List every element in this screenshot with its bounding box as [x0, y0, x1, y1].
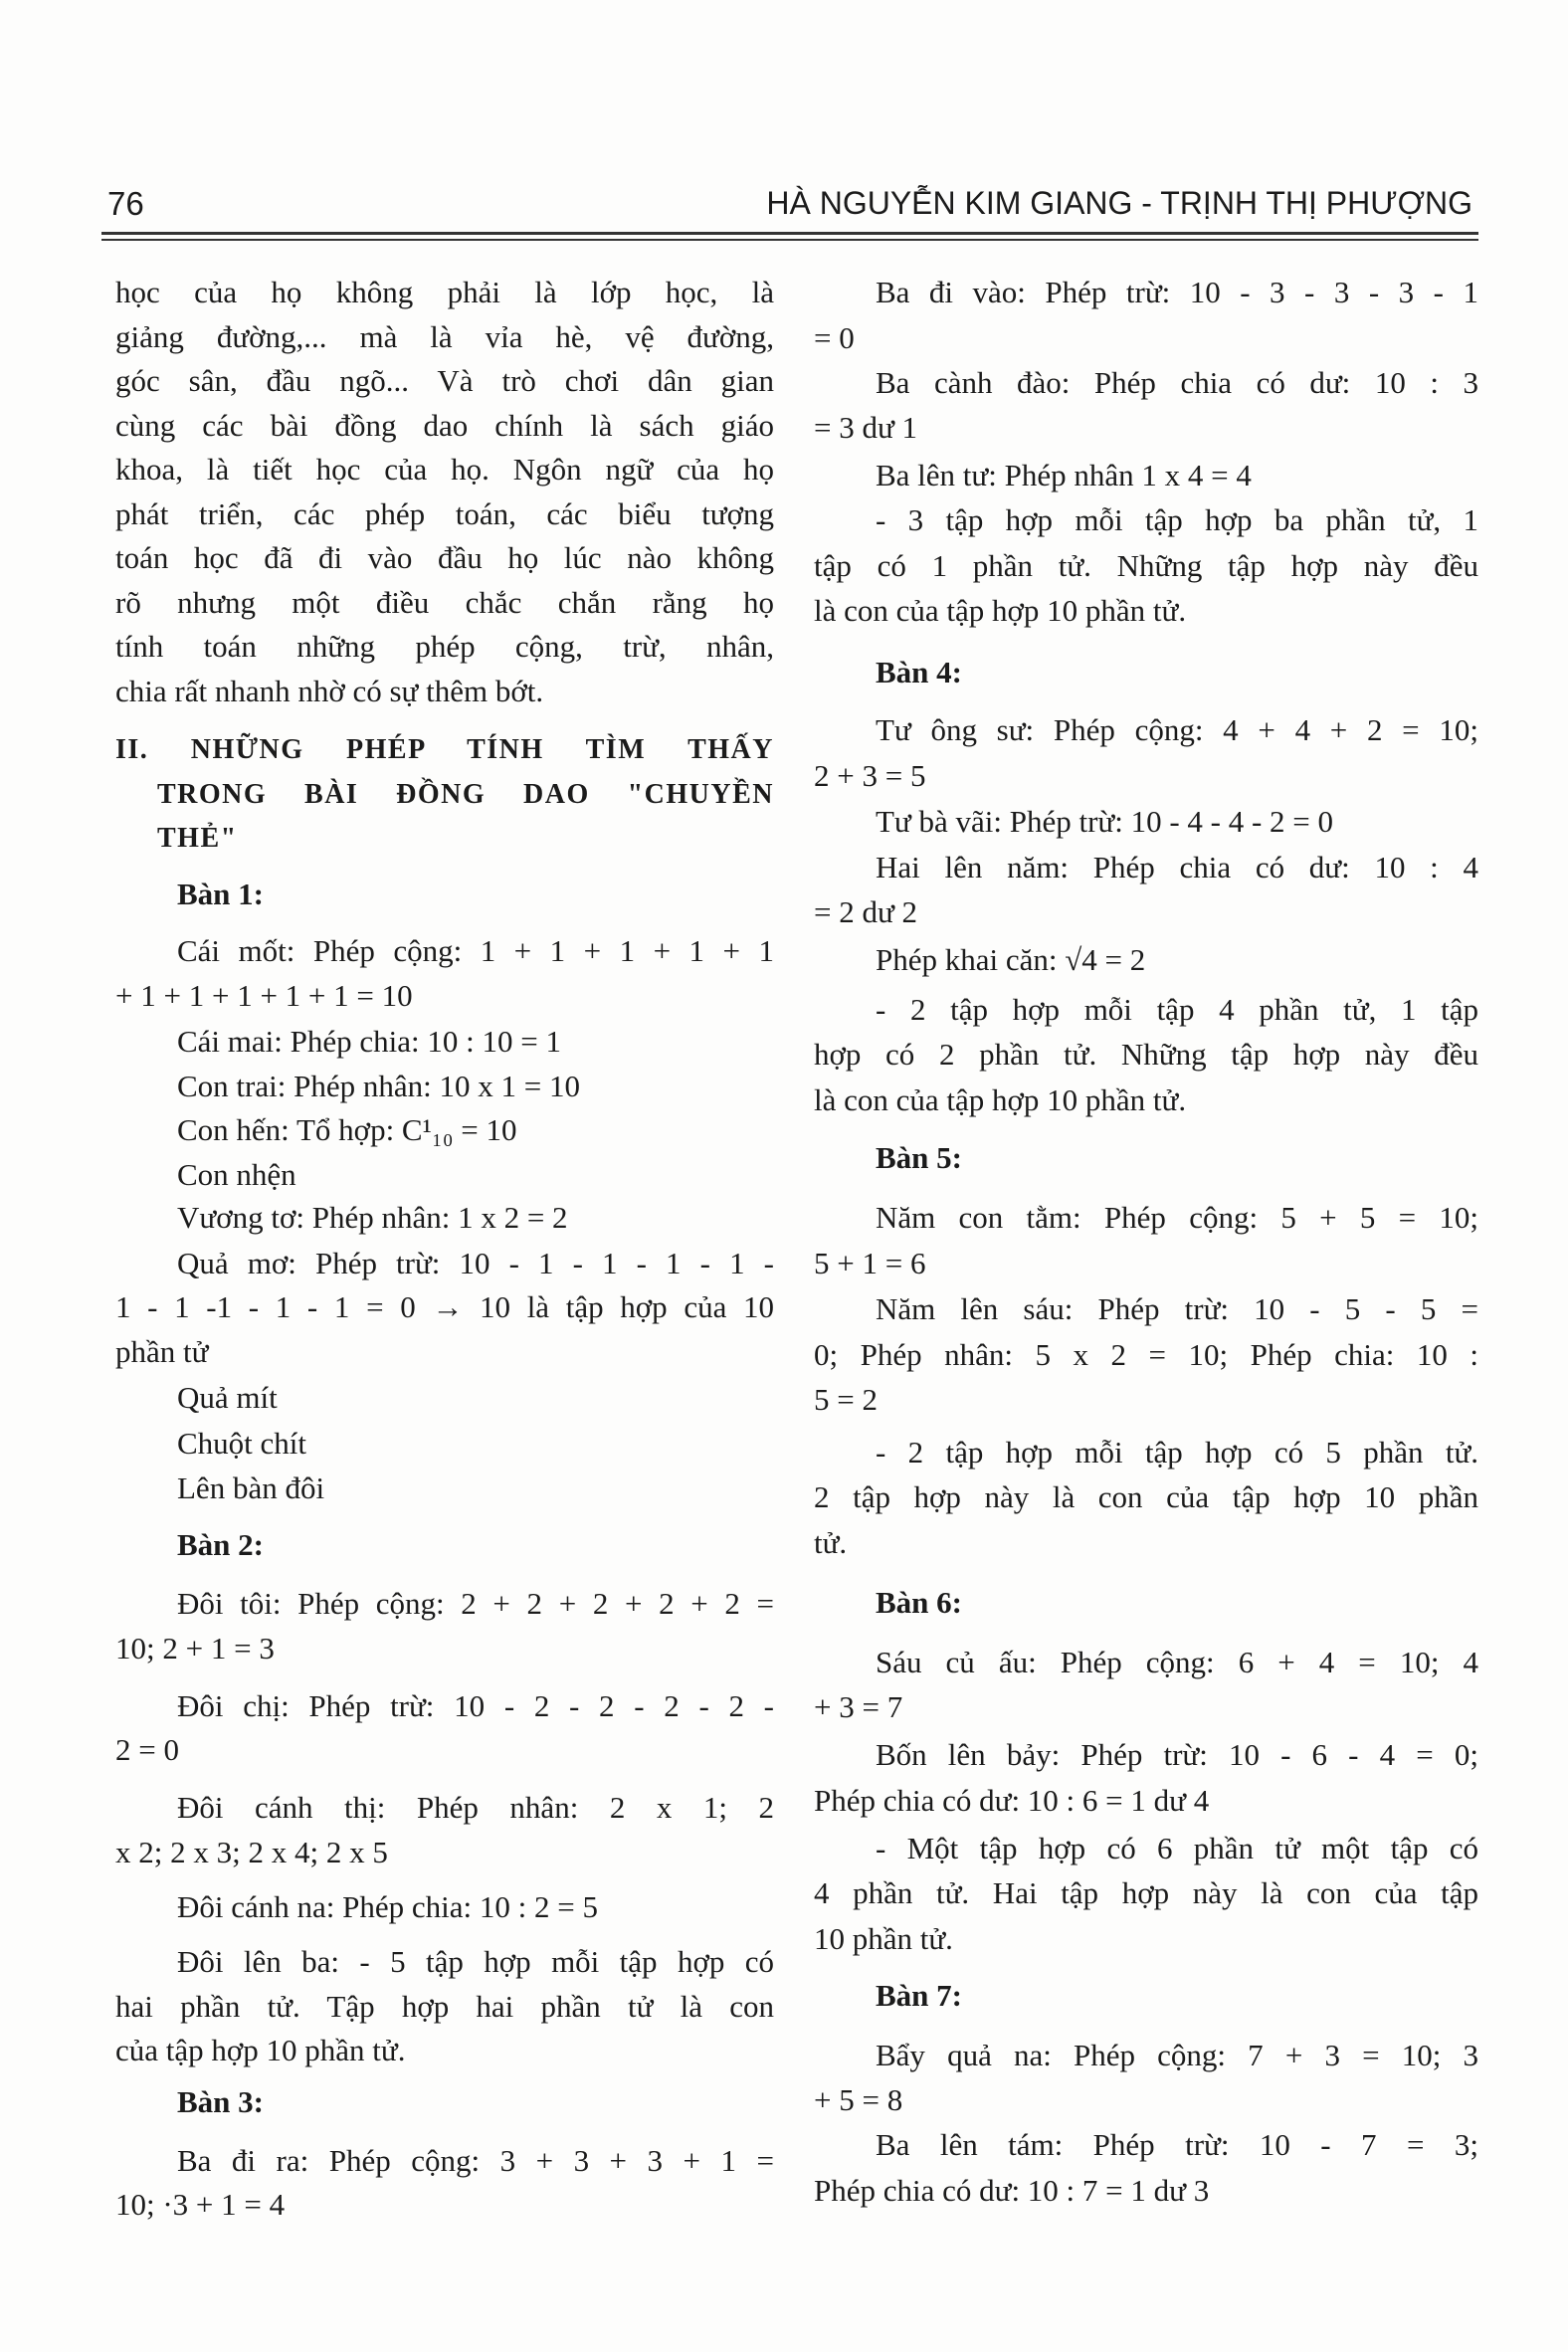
- text-line: Ba lên tư: Phép nhân 1 x 4 = 4: [876, 458, 1252, 493]
- text-line: 5 + 1 = 6: [814, 1245, 926, 1280]
- paragraph: [115, 1107, 774, 1152]
- text-line: 0; Phép nhân: 5 x 2 = 10; Phép chia: 10 :: [814, 1336, 1478, 1372]
- paragraph: [814, 1640, 1478, 1730]
- text-line: Bốn lên bảy: Phép trừ: 10 - 6 - 4 = 0;: [876, 1737, 1478, 1773]
- text-line: Năm lên sáu: Phép trừ: 10 - 5 - 5 =: [876, 1291, 1478, 1327]
- text-line: của tập hợp 10 phần tử.: [115, 2033, 406, 2068]
- text-line: 10; ·3 + 1 = 4: [115, 2187, 286, 2223]
- text-line: Tư ông sư: Phép cộng: 4 + 4 + 2 = 10;: [876, 712, 1478, 748]
- text-line: Con hến: Tổ hợp: C¹₁₀ = 10: [177, 1111, 517, 1147]
- section-subheading: [115, 2079, 774, 2124]
- paragraph: [115, 1785, 774, 1873]
- text-line: Quả mít: [177, 1380, 278, 1416]
- text-line: Phép chia có dư: 10 : 7 = 1 dư 3: [814, 2172, 1210, 2208]
- text-line: chia rất nhanh nhờ có sự thêm bớt.: [115, 673, 544, 708]
- text-line: + 5 = 8: [814, 2082, 903, 2118]
- text-line: 10 phần tử.: [814, 1920, 953, 1956]
- paragraph: [115, 1064, 774, 1108]
- paragraph: [115, 1581, 774, 1669]
- paragraph: [814, 987, 1478, 1123]
- paragraph: [814, 1732, 1478, 1823]
- text-line: + 1 + 1 + 1 + 1 + 1 = 10: [115, 977, 413, 1013]
- text-line: Đôi chị: Phép trừ: 10 - 2 - 2 - 2 - 2 -: [177, 1687, 774, 1723]
- subheading-text: Bàn 7:: [876, 1977, 962, 2013]
- paragraph: [814, 497, 1478, 634]
- text-line: là con của tập hợp 10 phần tử.: [814, 1081, 1187, 1117]
- text-line: tử.: [814, 1524, 848, 1560]
- text-line: Ba cành đào: Phép chia có dư: 10 : 3: [876, 364, 1478, 400]
- text-line: Cái mai: Phép chia: 10 : 10 = 1: [177, 1023, 561, 1059]
- paragraph: [814, 707, 1478, 798]
- paragraph: [814, 1430, 1478, 1566]
- text-line: Cái mốt: Phép cộng: 1 + 1 + 1 + 1 + 1: [177, 933, 774, 969]
- text-line: 5 = 2: [814, 1382, 878, 1418]
- text-line: TRONG BÀI ĐỒNG DAO "CHUYỀN: [157, 778, 774, 810]
- subheading-text: Bàn 4:: [876, 654, 962, 689]
- text-line: - Một tập hợp có 6 phần tử một tập có: [876, 1830, 1478, 1865]
- text-line: Phép khai căn: √4 = 2: [876, 942, 1146, 978]
- text-line: Đôi cánh thị: Phép nhân: 2 x 1; 2: [177, 1790, 774, 1826]
- text-line: Phép chia có dư: 10 : 6 = 1 dư 4: [814, 1782, 1210, 1818]
- text-line: hai phần tử. Tập hợp hai phần tử là con: [115, 1988, 774, 2024]
- text-line: - 3 tập hợp mỗi tập hợp ba phần tử, 1: [876, 502, 1478, 538]
- text-line: Lên bàn đôi: [177, 1470, 325, 1505]
- text-line: Ba đi ra: Phép cộng: 3 + 3 + 3 + 1 =: [177, 2142, 774, 2178]
- section-heading: [115, 727, 774, 861]
- paragraph: [814, 1826, 1478, 1962]
- text-line: Ba đi vào: Phép trừ: 10 - 3 - 3 - 3 - 1: [876, 275, 1478, 310]
- header-rule: [101, 232, 1478, 235]
- text-line: cùng các bài đồng dao chính là sách giáo: [115, 407, 774, 443]
- text-line: II. NHỮNG PHÉP TÍNH TÌM THẤY: [115, 734, 774, 765]
- paragraph: [115, 1884, 774, 1929]
- text-line: Đôi cánh na: Phép chia: 10 : 2 = 5: [177, 1888, 598, 1924]
- text-line: khoa, là tiết học của họ. Ngôn ngữ của họ: [115, 452, 774, 488]
- text-line: Bẩy quả na: Phép cộng: 7 + 3 = 10; 3: [876, 2037, 1478, 2072]
- subheading-text: Bàn 2:: [177, 1527, 264, 1563]
- text-line: hợp có 2 phần tử. Những tập hợp này đều: [814, 1037, 1478, 1073]
- text-line: Tư bà vãi: Phép trừ: 10 - 4 - 4 - 2 = 0: [876, 804, 1334, 840]
- text-line: Quả mơ: Phép trừ: 10 - 1 - 1 - 1 - 1 -: [177, 1245, 774, 1280]
- text-line: = 0: [814, 319, 855, 355]
- text-line: giảng đường,... mà là vỉa hè, vệ đường,: [115, 318, 774, 354]
- text-line: THẺ": [157, 823, 238, 854]
- paragraph: [115, 2138, 774, 2227]
- text-line: là con của tập hợp 10 phần tử.: [814, 593, 1187, 629]
- text-line: Chuột chít: [177, 1425, 307, 1461]
- subheading-text: Bàn 6:: [876, 1584, 962, 1620]
- text-line: tính toán những phép cộng, trừ, nhân,: [115, 629, 774, 665]
- paragraph: [814, 453, 1478, 498]
- paragraph: [814, 2033, 1478, 2123]
- paragraph: [115, 1375, 774, 1420]
- text-line: 2 + 3 = 5: [814, 757, 926, 793]
- section-subheading: [814, 650, 1478, 695]
- running-header-authors: HÀ NGUYỄN KIM GIANG - TRỊNH THỊ PHƯỢNG: [766, 185, 1472, 221]
- text-line: Hai lên năm: Phép chia có dư: 10 : 4: [876, 849, 1478, 884]
- text-line: phát triển, các phép toán, các biểu tượng: [115, 495, 774, 531]
- text-line: Con nhện: [177, 1156, 296, 1192]
- paragraph: [115, 1466, 774, 1510]
- section-subheading: [814, 1135, 1478, 1181]
- paragraph: [814, 270, 1478, 360]
- text-line: Đôi lên ba: - 5 tập hợp mỗi tập hợp có: [177, 1944, 774, 1980]
- text-line: + 3 = 7: [814, 1689, 903, 1725]
- text-line: 2 tập hợp này là con của tập hợp 10 phần: [814, 1479, 1478, 1515]
- paragraph: [115, 1152, 774, 1197]
- paragraph: [115, 270, 774, 712]
- text-line: góc sân, đầu ngõ... Và trò chơi dân gian: [115, 363, 774, 399]
- paragraph: [115, 1683, 774, 1772]
- paragraph: [814, 360, 1478, 451]
- text-line: Con trai: Phép nhân: 10 x 1 = 10: [177, 1068, 580, 1103]
- text-line: Đôi tôi: Phép cộng: 2 + 2 + 2 + 2 + 2 =: [177, 1586, 774, 1622]
- paragraph: [115, 928, 774, 1017]
- section-subheading: [115, 1522, 774, 1567]
- text-line: phần tử: [115, 1333, 209, 1369]
- text-line: - 2 tập hợp mỗi tập hợp có 5 phần tử.: [876, 1434, 1478, 1470]
- text-line: Sáu củ ấu: Phép cộng: 6 + 4 = 10; 4: [876, 1644, 1478, 1679]
- text-line: - 2 tập hợp mỗi tập 4 phần tử, 1 tập: [876, 991, 1478, 1027]
- paragraph: [115, 1241, 774, 1374]
- text-line: = 2 dư 2: [814, 894, 918, 930]
- section-subheading: [814, 1580, 1478, 1626]
- text-line: học của họ không phải là lớp học, là: [115, 275, 774, 310]
- paragraph: [115, 1195, 774, 1240]
- paragraph: [115, 1421, 774, 1466]
- paragraph: [814, 937, 1478, 983]
- subheading-text: Bàn 5:: [876, 1140, 962, 1176]
- text-line: 1 - 1 -1 - 1 - 1 = 0 → 10 là tập hợp của 10: [115, 1289, 774, 1325]
- text-line: rõ nhưng một điều chắc chắn rằng họ: [115, 584, 774, 620]
- text-line: 10; 2 + 1 = 3: [115, 1630, 275, 1666]
- text-line: = 3 dư 1: [814, 410, 918, 446]
- section-subheading: [814, 1973, 1478, 2019]
- page-number: 76: [107, 185, 144, 222]
- subheading-text: Bàn 3:: [177, 2083, 264, 2119]
- paragraph: [814, 2122, 1478, 2213]
- text-line: x 2; 2 x 3; 2 x 4; 2 x 5: [115, 1834, 388, 1869]
- text-line: Ba lên tám: Phép trừ: 10 - 7 = 3;: [876, 2127, 1478, 2163]
- header-rule: [101, 239, 1478, 241]
- paragraph: [814, 845, 1478, 935]
- paragraph: [814, 1286, 1478, 1423]
- paragraph: [115, 1939, 774, 2072]
- text-line: Vương tơ: Phép nhân: 1 x 2 = 2: [177, 1200, 568, 1236]
- paragraph: [115, 1019, 774, 1064]
- text-line: tập có 1 phần tử. Những tập hợp này đều: [814, 547, 1478, 583]
- text-line: 2 = 0: [115, 1732, 179, 1768]
- subheading-text: Bàn 1:: [177, 876, 264, 911]
- text-line: toán học đã đi vào đầu họ lúc nào không: [115, 540, 774, 576]
- paragraph: [814, 1195, 1478, 1285]
- text-line: Năm con tằm: Phép cộng: 5 + 5 = 10;: [876, 1200, 1478, 1236]
- section-subheading: [115, 872, 774, 916]
- paragraph: [814, 799, 1478, 845]
- text-line: 4 phần tử. Hai tập hợp này là con của tập: [814, 1875, 1478, 1911]
